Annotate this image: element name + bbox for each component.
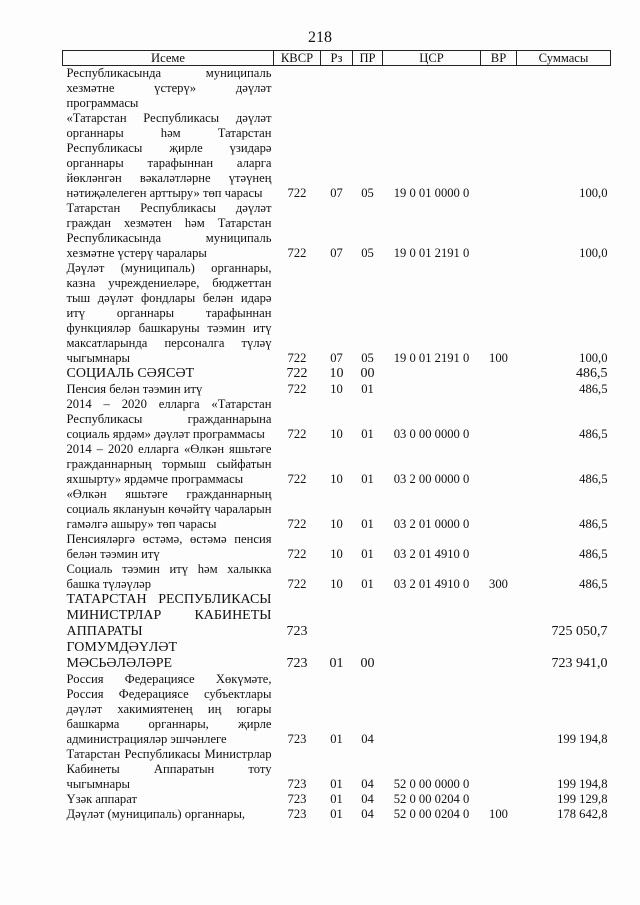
cell-csr: 03 2 01 4910 0 [393,547,470,561]
table-row [63,792,611,807]
cell-rz: 01 [329,656,344,671]
table-row [63,562,611,592]
cell-kvsr: 722 [287,577,307,591]
cell-csr: 19 0 01 2191 0 [393,246,470,260]
cell-vr [481,532,517,562]
cell-kvsr: 723 [286,624,308,639]
cell-vr [481,592,517,640]
cell-vr [481,747,517,792]
cell-pr [353,592,383,640]
cell-vr [481,397,517,442]
cell-pr: 00 [360,366,375,381]
cell-csr: 03 2 01 0000 0 [393,517,470,531]
table-row [63,261,611,366]
cell-pr: 05 [361,351,374,365]
cell-sum: 486,5 [579,427,608,441]
header-csr: ЦСР [383,51,481,66]
cell-name: «Татарстан Республикасы дәүләт органнары һәм Татарстан Республикасы җирле үзидарә органнары тарафыннан аларга йөкләнгән вәкаләтләрне үтәүнең нәтиҗәлелеген арттыру» төп чарасы [66,111,272,200]
cell-name: Татарстан Республикасы Министрлар Кабинеты Аппаратын тоту чыгымнары [66,747,272,791]
cell-pr: 01 [361,382,374,396]
cell-kvsr: 722 [287,246,307,260]
cell-kvsr [274,66,321,112]
cell-sum: 723 941,0 [551,656,608,671]
cell-rz: 10 [330,427,343,441]
cell-kvsr: 722 [286,366,308,381]
cell-csr [383,672,481,747]
cell-csr [383,592,481,640]
cell-csr: 19 0 01 2191 0 [393,351,470,365]
cell-sum: 199 129,8 [557,792,608,806]
cell-sum: 486,5 [579,472,608,486]
cell-pr: 05 [361,186,374,200]
cell-sum: 100,0 [579,246,608,260]
cell-pr: 04 [361,732,374,746]
cell-sum: 178 642,8 [557,807,608,821]
cell-vr [481,792,517,807]
cell-rz: 07 [330,246,343,260]
cell-sum: 486,5 [579,382,608,396]
cell-name: Россия Федерациясе Хөкүмәте, Россия Федерациясе субъектлары дәүләт хакимиятенең иң югары башкарма органнары, җирле администрацияләр эшчәнлеге [66,672,272,746]
cell-sum: 725 050,7 [551,624,608,639]
cell-rz: 10 [330,472,343,486]
cell-kvsr: 723 [287,777,307,791]
table-row [63,807,611,822]
cell-kvsr: 723 [287,807,307,821]
cell-vr [481,111,517,201]
table-row [63,201,611,261]
cell-rz: 01 [330,792,343,806]
cell-name: Дәүләт (муниципаль) органнары, [66,807,246,821]
table-row [63,640,611,672]
table-row [63,442,611,487]
cell-rz: 01 [330,807,343,821]
cell-name: Республикасында муниципаль хезмәтне үстерү» дәүләт программасы [66,66,272,110]
cell-pr: 04 [361,792,374,806]
cell-pr: 01 [361,547,374,561]
cell-rz: 07 [330,351,343,365]
cell-csr [383,640,481,672]
cell-kvsr: 722 [287,382,307,396]
cell-csr [383,382,481,397]
cell-vr [481,66,517,112]
cell-kvsr: 723 [287,792,307,806]
cell-kvsr: 722 [287,472,307,486]
cell-rz: 10 [330,382,343,396]
table-row [63,747,611,792]
cell-kvsr: 722 [287,351,307,365]
cell-pr: 01 [361,517,374,531]
table-body [63,66,611,823]
header-kvsr: КВСР [274,51,321,66]
table-row [63,532,611,562]
cell-csr: 19 0 01 0000 0 [393,186,470,200]
cell-csr: 52 0 00 0204 0 [393,807,470,821]
cell-csr [383,66,481,112]
cell-sum: 199 194,8 [557,777,608,791]
cell-name: Үзәк аппарат [66,792,137,806]
cell-vr [481,487,517,532]
cell-csr: 03 2 00 0000 0 [393,472,470,486]
cell-kvsr: 722 [287,186,307,200]
cell-sum: 100,0 [579,351,608,365]
header-vr: ВР [481,51,517,66]
cell-vr: 100 [489,807,508,821]
header-sum: Суммасы [517,51,611,66]
cell-name: ГОМУМДӘҮЛӘТ МӘСЬӘЛӘЛӘРЕ [66,640,178,671]
table-row [63,366,611,382]
cell-sum: 199 194,8 [557,732,608,746]
header-rz: Рз [321,51,353,66]
cell-pr: 01 [361,577,374,591]
cell-vr [481,640,517,672]
cell-pr: 00 [360,656,375,671]
cell-vr: 300 [489,577,508,591]
cell-name: ТАТАРСТАН РЕСПУБЛИКАСЫ МИНИСТРЛАР КАБИНЕТЫ АППАРАТЫ [66,592,272,639]
cell-rz [321,592,353,640]
cell-vr: 100 [489,351,508,365]
cell-name: Пенсия белән тәэмин итү [66,382,203,396]
cell-rz: 10 [330,577,343,591]
cell-pr: 04 [361,777,374,791]
cell-pr: 05 [361,246,374,260]
cell-name: Социаль тәэмин итү һәм халыкка башка түләүләр [66,562,272,591]
cell-name: Дәүләт (муниципаль) органнары, казна учреждениеләре, бюджеттан тыш дәүләт фондлары белән идарә итү органнары тарафыннан функцияләр башкаруны тәэмин итү максатларында персоналга түләү чыгымнары [66,261,272,365]
cell-kvsr: 722 [287,547,307,561]
cell-csr [383,366,481,382]
cell-rz [321,66,353,112]
budget-table [62,50,611,822]
cell-name: СОЦИАЛЬ СӘЯСӘТ [66,366,195,381]
cell-rz: 10 [329,366,344,381]
cell-kvsr: 722 [287,517,307,531]
header-name: Исеме [63,51,274,66]
cell-name: «Өлкән яшьтәге гражданнарның социаль яклануын көчәйтү чараларын гамәлгә ашыру» төп чарасы [66,487,272,531]
cell-vr [481,366,517,382]
cell-sum: 100,0 [579,186,608,200]
table-row [63,592,611,640]
cell-pr: 04 [361,807,374,821]
cell-sum: 486,5 [579,517,608,531]
cell-rz: 01 [330,777,343,791]
cell-name: 2014 – 2020 елларга «Өлкән яшьтәге гражданнарның тормыш сыйфатын яхшырту» ярдәмче программасы [66,442,272,486]
cell-vr [481,382,517,397]
cell-csr: 52 0 00 0000 0 [393,777,470,791]
cell-pr: 01 [361,472,374,486]
cell-vr [481,672,517,747]
cell-rz: 10 [330,547,343,561]
cell-kvsr: 723 [287,732,307,746]
cell-rz: 01 [330,732,343,746]
cell-name: Пенсияләргә өстәмә, өстәмә пенсия белән тәэмин итү [66,532,272,561]
cell-pr [353,66,383,112]
table-row [63,111,611,201]
cell-name: Татарстан Республикасы дәүләт граждан хезмәтен һәм Татарстан Республикасында муниципаль хезмәтне үстерү чаралары [66,201,272,260]
table-row [63,672,611,747]
cell-vr [481,201,517,261]
table-row [63,487,611,532]
table-row [63,66,611,112]
cell-pr: 01 [361,427,374,441]
cell-rz: 07 [330,186,343,200]
cell-sum: 486,5 [576,366,608,381]
cell-csr: 03 0 00 0000 0 [393,427,470,441]
cell-csr: 03 2 01 4910 0 [393,577,470,591]
cell-kvsr: 722 [287,427,307,441]
cell-rz: 10 [330,517,343,531]
table-header [63,51,611,66]
cell-csr: 52 0 00 0204 0 [393,792,470,806]
table-row [63,397,611,442]
cell-sum: 486,5 [579,577,608,591]
header-pr: ПР [353,51,383,66]
cell-kvsr: 723 [286,656,308,671]
cell-sum: 486,5 [579,547,608,561]
cell-sum [517,66,611,112]
cell-vr [481,442,517,487]
cell-name: 2014 – 2020 елларга «Татарстан Республикасы гражданнарына социаль ярдәм» дәүләт программасы [66,397,272,441]
page-number: 218 [308,29,332,46]
table-row [63,382,611,397]
